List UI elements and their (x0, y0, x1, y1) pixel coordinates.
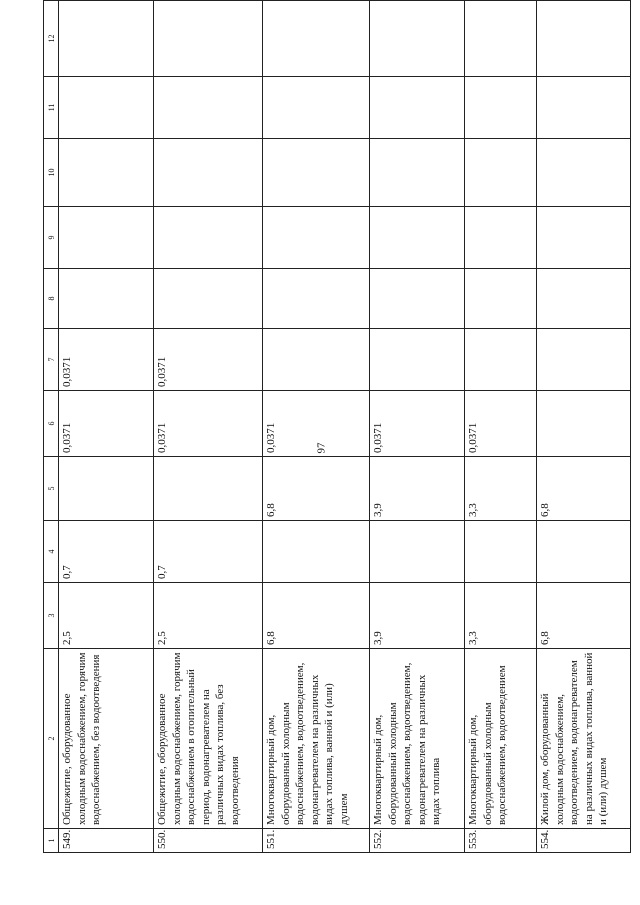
cell-col9 (370, 207, 465, 269)
table-row (263, 1, 370, 853)
column-header-1: 1 (44, 829, 59, 853)
table-row (370, 1, 465, 853)
cell-col9 (59, 207, 154, 269)
cell-col5: 6,8 (537, 457, 631, 521)
header-row (44, 1, 59, 853)
cell-col6: 0,0371 (465, 391, 537, 457)
cell-col11 (537, 77, 631, 139)
cell-col9 (263, 207, 370, 269)
cell-col7 (537, 329, 631, 391)
cell-col3: 6,8 (263, 583, 370, 649)
cell-col6: 0,0371 (59, 391, 154, 457)
row-number: 549. (59, 829, 154, 853)
cell-col5: 3,9 (370, 457, 465, 521)
cell-col7 (465, 329, 537, 391)
row-number: 550. (154, 829, 263, 853)
cell-col12 (537, 1, 631, 77)
table-row (154, 1, 263, 853)
cell-col11 (263, 77, 370, 139)
cell-col12 (154, 1, 263, 77)
cell-col4: 0,7 (59, 521, 154, 583)
cell-col4 (263, 521, 370, 583)
row-description: Общежитие, оборудованное холодным водоснабжением, горячим водоснабжением в отопительный период, водонагревателем на различных видах топлива, без водоотведения (154, 649, 263, 829)
cell-col6: 0,0371 (263, 391, 370, 457)
row-description: Жилой дом, оборудованный холодным водоснабжением, водоотведением, водонагревателем на различных видах топлива, ванной и (или) душем (537, 649, 631, 829)
cell-col3: 2,5 (154, 583, 263, 649)
cell-col10 (370, 139, 465, 207)
cell-col8 (59, 269, 154, 329)
cell-col9 (465, 207, 537, 269)
table-row (465, 1, 537, 853)
column-header-4: 4 (44, 521, 59, 583)
cell-col7: 0,0371 (154, 329, 263, 391)
column-header-10: 10 (44, 139, 59, 207)
cell-col8 (465, 269, 537, 329)
cell-col8 (154, 269, 263, 329)
row-number: 553. (465, 829, 537, 853)
table-row (537, 1, 631, 853)
cell-col7 (370, 329, 465, 391)
cell-col6 (537, 391, 631, 457)
column-header-2: 2 (44, 649, 59, 829)
cell-col10 (537, 139, 631, 207)
column-header-7: 7 (44, 329, 59, 391)
row-description: Многоквартирный дом, оборудованный холодным водоснабжением, водоотведением, водонагревателем на различных видах топлива (370, 649, 465, 829)
cell-col11 (370, 77, 465, 139)
cell-col5: 3,3 (465, 457, 537, 521)
cell-col6: 0,0371 (370, 391, 465, 457)
cell-col9 (154, 207, 263, 269)
column-header-6: 6 (44, 391, 59, 457)
cell-col7 (263, 329, 370, 391)
row-description: Общежитие, оборудованное холодным водоснабжением, горячим водоснабжением, без водоотведения (59, 649, 154, 829)
table-row (59, 1, 154, 853)
cell-col6: 0,0371 (154, 391, 263, 457)
cell-col3: 2,5 (59, 583, 154, 649)
norms-table (43, 0, 631, 853)
cell-col5 (59, 457, 154, 521)
cell-col10 (465, 139, 537, 207)
cell-col10 (263, 139, 370, 207)
cell-col10 (154, 139, 263, 207)
cell-col4: 0,7 (154, 521, 263, 583)
row-number: 552. (370, 829, 465, 853)
column-header-12: 12 (44, 1, 59, 77)
cell-col3: 3,9 (370, 583, 465, 649)
page-number: 97 (315, 442, 328, 454)
rotated-table-stage (43, 34, 631, 853)
cell-col8 (370, 269, 465, 329)
cell-col11 (59, 77, 154, 139)
cell-col12 (263, 1, 370, 77)
row-number: 551. (263, 829, 370, 853)
cell-col10 (59, 139, 154, 207)
cell-col4 (465, 521, 537, 583)
row-description: Многоквартирный дом, оборудованный холодным водоснабжением, водоотведением, водонагревателем на различных видах топлива, ванной и (или) душем (263, 649, 370, 829)
cell-col9 (537, 207, 631, 269)
cell-col4 (537, 521, 631, 583)
cell-col12 (370, 1, 465, 77)
column-header-11: 11 (44, 77, 59, 139)
cell-col3: 6,8 (537, 583, 631, 649)
row-number: 554. (537, 829, 631, 853)
cell-col12 (59, 1, 154, 77)
cell-col4 (370, 521, 465, 583)
row-description: Многоквартирный дом, оборудованный холодным водоснабжением, водоотведением (465, 649, 537, 829)
cell-col5 (154, 457, 263, 521)
column-header-5: 5 (44, 457, 59, 521)
column-header-9: 9 (44, 207, 59, 269)
cell-col8 (263, 269, 370, 329)
cell-col5: 6,8 (263, 457, 370, 521)
cell-col3: 3,3 (465, 583, 537, 649)
column-header-3: 3 (44, 583, 59, 649)
column-header-8: 8 (44, 269, 59, 329)
cell-col11 (465, 77, 537, 139)
cell-col11 (154, 77, 263, 139)
cell-col8 (537, 269, 631, 329)
cell-col7: 0,0371 (59, 329, 154, 391)
cell-col12 (465, 1, 537, 77)
